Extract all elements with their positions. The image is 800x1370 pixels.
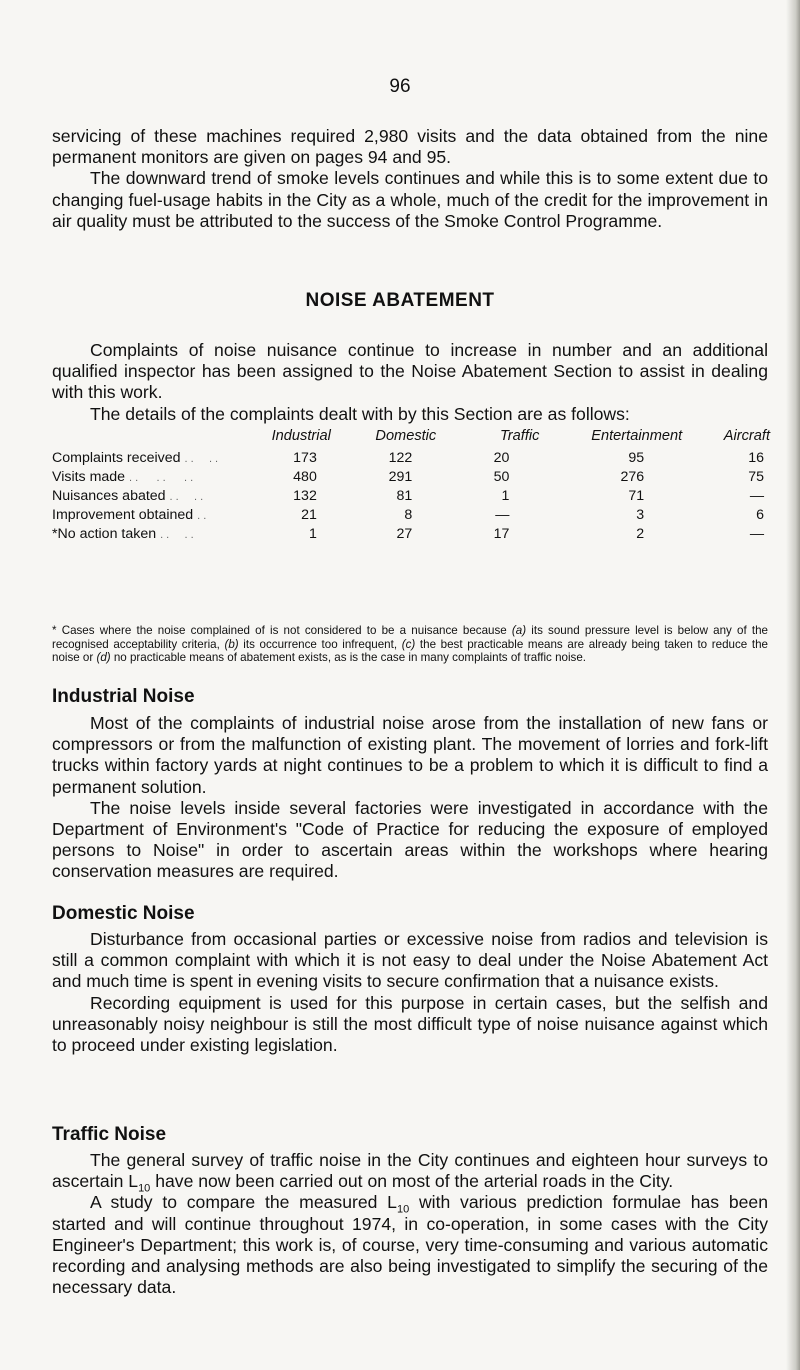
- traffic-paragraph: The general survey of traffic noise in the City continues and eighteen hour surveys to ascertain $L_{10}$ have now been carried out on most of the arterial roads in the City.: [52, 1150, 768, 1195]
- row-label: [52, 468, 250, 487]
- table-row: [52, 524, 770, 543]
- leader-dots: . . . .: [160, 528, 194, 541]
- row-label: [52, 487, 250, 506]
- table-cell: 16: [748, 450, 764, 467]
- domestic-paragraph: Disturbance from occasional parties or excessive noise from radios and television is still a common complaint with which it is not easy to deal under the Noise Abatement Act and much time is spent in evening visits to secure confirmation that a nuisance exists.: [52, 929, 768, 992]
- domestic-noise-heading: Domestic Noise: [52, 903, 195, 924]
- row-label: [52, 449, 250, 468]
- industrial-paragraph: Most of the complaints of industrial noise arose from the installation of new fans or compressors or from the malfunction of existing plant. The movement of lorries and fork-lift trucks within factory yards at night continues to be a problem to which it is difficult to find a permanent solution.: [52, 713, 768, 797]
- domestic-noise-text: [52, 929, 768, 1056]
- row-label-text: Complaints received: [52, 450, 181, 467]
- row-label-text: *No action taken: [52, 525, 157, 542]
- column-header-aircraft: Aircraft: [723, 428, 770, 444]
- traffic-noise-heading: Traffic Noise: [52, 1124, 167, 1145]
- page-edge-shadow: [786, 0, 800, 1370]
- table-cell: —: [495, 506, 510, 523]
- table-cell: 173: [293, 450, 317, 467]
- noise-intro-text: [52, 340, 768, 425]
- table-header-row: [52, 428, 770, 449]
- section-title: NOISE ABATEMENT: [305, 290, 495, 311]
- column-header-entertainment: Entertainment: [591, 428, 683, 444]
- leader-dots: . . . .: [169, 490, 204, 503]
- complaints-table: [52, 428, 770, 543]
- intro-text: [52, 126, 768, 232]
- leader-dots: . . . .: [184, 453, 219, 466]
- table-header-blank: [52, 428, 250, 449]
- industrial-paragraph: The noise levels inside several factories were investigated in accordance with the Department of Environment's "Code of Practice for reducing the exposure of employed persons to Noise" in order to ascertain areas within the workshops where hearing conservation measures are required.: [52, 797, 768, 882]
- leader-dots: . .: [197, 509, 207, 522]
- table-cell: 17: [493, 525, 510, 542]
- table-cell: 3: [636, 506, 645, 523]
- column-header-industrial: Industrial: [271, 428, 331, 444]
- table-cell: 6: [756, 506, 764, 523]
- table-cell: 50: [493, 469, 510, 486]
- table-cell: 81: [396, 487, 413, 504]
- table-cell: 1: [308, 525, 317, 542]
- noise-paragraph: The details of the complaints dealt with by this Section are as follows:: [90, 403, 630, 424]
- domestic-paragraph: Recording equipment is used for this purpose in certain cases, but the selfish and unreasonably noisy neighbour is still the most difficult type of noise nuisance against which to proceed under existing legislation.: [52, 992, 768, 1056]
- traffic-paragraph: A study to compare the measured $L_{10}$ with various prediction formulae has been started and will continue throughout 1974, in co-operation, in some cases with the City Engineer's Department; this work is, of course, very time-consuming and various automatic recording and analysing methods are also being investigated to simplify the securing of the necessary data.: [52, 1192, 769, 1298]
- table-cell: 95: [628, 450, 645, 467]
- column-header-traffic: Traffic: [499, 428, 540, 444]
- intro-paragraph: servicing of these machines required 2,980 visits and the data obtained from the nine permanent monitors are given on pages 94 and 95.: [52, 126, 768, 168]
- table-cell: 27: [396, 525, 413, 542]
- page-number: 96: [389, 76, 411, 97]
- leader-dots: . . . . . .: [129, 472, 194, 485]
- table-row: [52, 449, 770, 468]
- intro-paragraph: The downward trend of smoke levels continues and while this is to some extent due to changing fuel-usage habits in the City as a whole, much of the credit for the improvement in air quality must be attributed to the success of the Smoke Control Programme.: [52, 168, 768, 231]
- table-cell: 132: [293, 487, 317, 504]
- row-label: [52, 524, 250, 543]
- table-row: [52, 505, 770, 524]
- table-row: [52, 487, 770, 506]
- table-footnote: * Cases where the noise complained of is not considered to be a nuisance because (a) its sound pressure level is below any of the recognised acceptability criteria, (b) its occurrence too infrequent, (c) the best practicable means are already being taken to reduce the noise or (d) no practicable means of abatement exists, as is the case in many complaints of traffic noise.: [52, 624, 768, 665]
- table-cell: 1: [501, 487, 510, 504]
- row-label-text: Visits made: [52, 469, 126, 486]
- table-cell: 480: [293, 469, 317, 486]
- noise-paragraph: Complaints of noise nuisance continue to increase in number and an additional qualified inspector has been assigned to the Noise Abatement Section to assist in dealing with this work.: [52, 340, 768, 403]
- table-cell: 8: [404, 506, 413, 523]
- table-cell: 2: [636, 525, 645, 542]
- table-cell: 291: [388, 469, 413, 486]
- table-cell: —: [749, 487, 764, 504]
- table-cell: 21: [301, 506, 317, 523]
- table-cell: 276: [620, 469, 645, 486]
- industrial-noise-text: [52, 713, 768, 883]
- row-label-text: Improvement obtained: [52, 506, 194, 523]
- column-header-domestic: Domestic: [375, 428, 437, 444]
- row-label: [52, 505, 250, 524]
- table-cell: 75: [748, 469, 764, 486]
- table-cell: 122: [388, 450, 413, 467]
- table-cell: —: [749, 525, 764, 542]
- row-label-text: Nuisances abated: [52, 487, 166, 504]
- industrial-noise-heading: Industrial Noise: [52, 686, 195, 707]
- table-row: [52, 468, 770, 487]
- table-cell: 71: [628, 487, 645, 504]
- table-cell: 20: [493, 450, 510, 467]
- traffic-noise-text: [52, 1150, 768, 1298]
